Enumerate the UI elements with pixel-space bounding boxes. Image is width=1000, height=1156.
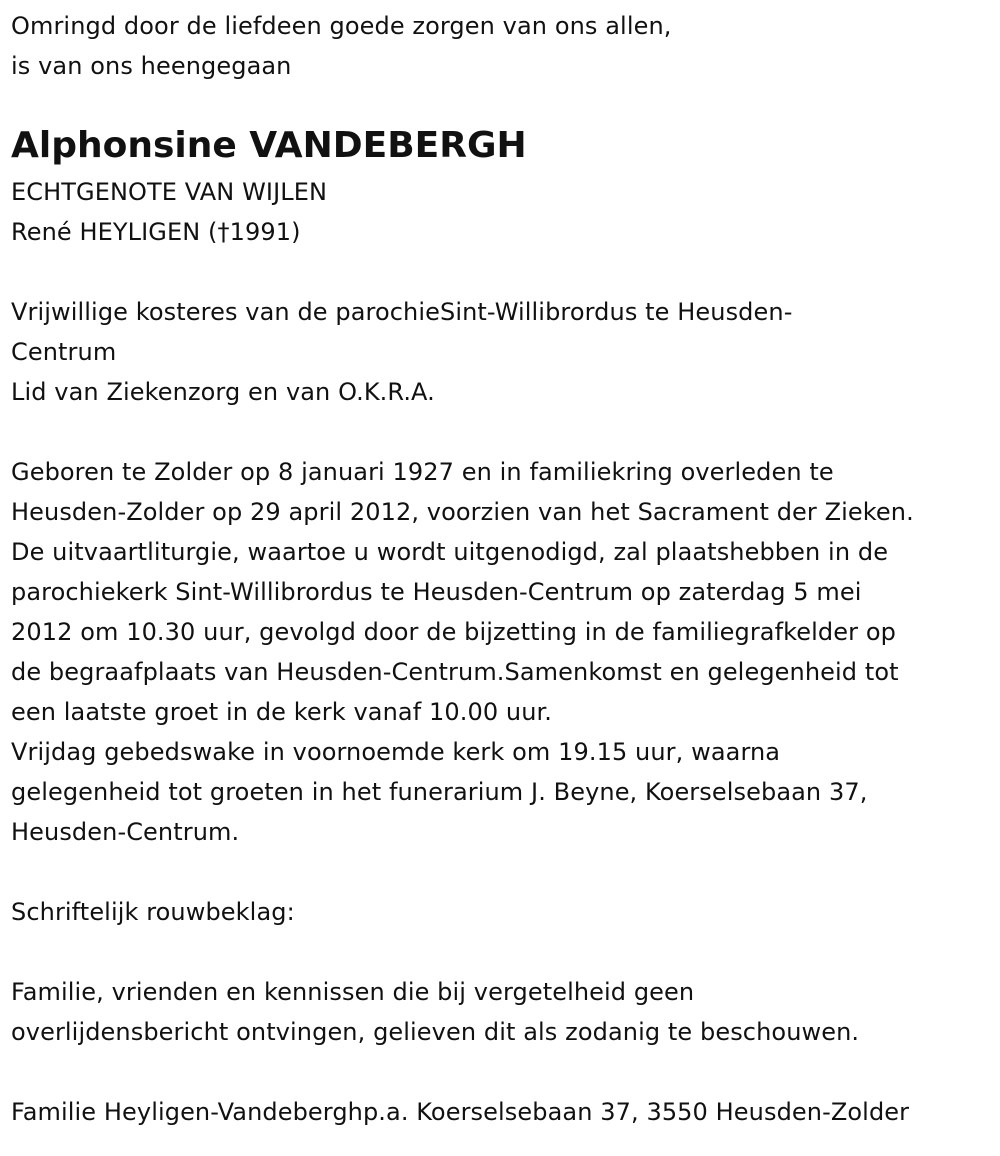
spacer: [11, 932, 1000, 972]
details-line: Geboren te Zolder op 8 januari 1927 en in familiekring overleden te: [11, 458, 834, 486]
details-line: De uitvaartliturgie, waartoe u wordt uitgenodigd, zal plaatshebben in de: [11, 538, 889, 566]
spouse-name: René HEYLIGEN (†1991): [11, 218, 301, 246]
details-line: een laatste groet in de kerk vanaf 10.00 uur.: [11, 698, 553, 726]
roles-line-2: Centrum: [11, 338, 117, 366]
details-line: de begraafplaats van Heusden-Centrum.Samenkomst en gelegenheid tot: [11, 658, 899, 686]
spacer: [11, 412, 1000, 452]
details-section: [11, 452, 1000, 852]
notice-section: [11, 972, 1000, 1052]
obituary-page: [0, 6, 1000, 1156]
deceased-name: Alphonsine VANDEBERGH: [11, 125, 527, 166]
details-line: 2012 om 10.30 uur, gevolgd door de bijzetting in de familiegrafkelder op: [11, 618, 896, 646]
roles-line-1: Vrijwillige kosteres van de parochieSint-Willibrordus te Heusden-: [11, 298, 793, 326]
spacer: [11, 252, 1000, 292]
details-line: gelegenheid tot groeten in het funerarium J. Beyne, Koerselsebaan 37,: [11, 778, 868, 806]
roles-line-3: Lid van Ziekenzorg en van O.K.R.A.: [11, 378, 435, 406]
spacer: [11, 852, 1000, 892]
roles-section: [11, 292, 1000, 412]
relation-section: [11, 172, 1000, 252]
intro-line-1: Omringd door de liefdeen goede zorgen van ons allen,: [11, 12, 672, 40]
spacer: [11, 1052, 1000, 1092]
details-line: Heusden-Centrum.: [11, 818, 240, 846]
details-line: Vrijdag gebedswake in voornoemde kerk om 19.15 uur, waarna: [11, 738, 781, 766]
intro-line-2: is van ons heengegaan: [11, 52, 292, 80]
relation-label: ECHTGENOTE VAN WIJLEN: [11, 178, 328, 206]
intro-section: [11, 6, 1000, 86]
family-address: Familie Heyligen-Vandeberghp.a. Koerselsebaan 37, 3550 Heusden-Zolder: [11, 1098, 910, 1126]
details-line: parochiekerk Sint-Willibrordus te Heusden-Centrum op zaterdag 5 mei: [11, 578, 862, 606]
details-line: Heusden-Zolder op 29 april 2012, voorzien van het Sacrament der Zieken.: [11, 498, 914, 526]
condolences-label: Schriftelijk rouwbeklag:: [11, 898, 295, 926]
notice-line-2: overlijdensbericht ontvingen, gelieven dit als zodanig te beschouwen.: [11, 1018, 860, 1046]
notice-line-1: Familie, vrienden en kennissen die bij vergetelheid geen: [11, 978, 695, 1006]
